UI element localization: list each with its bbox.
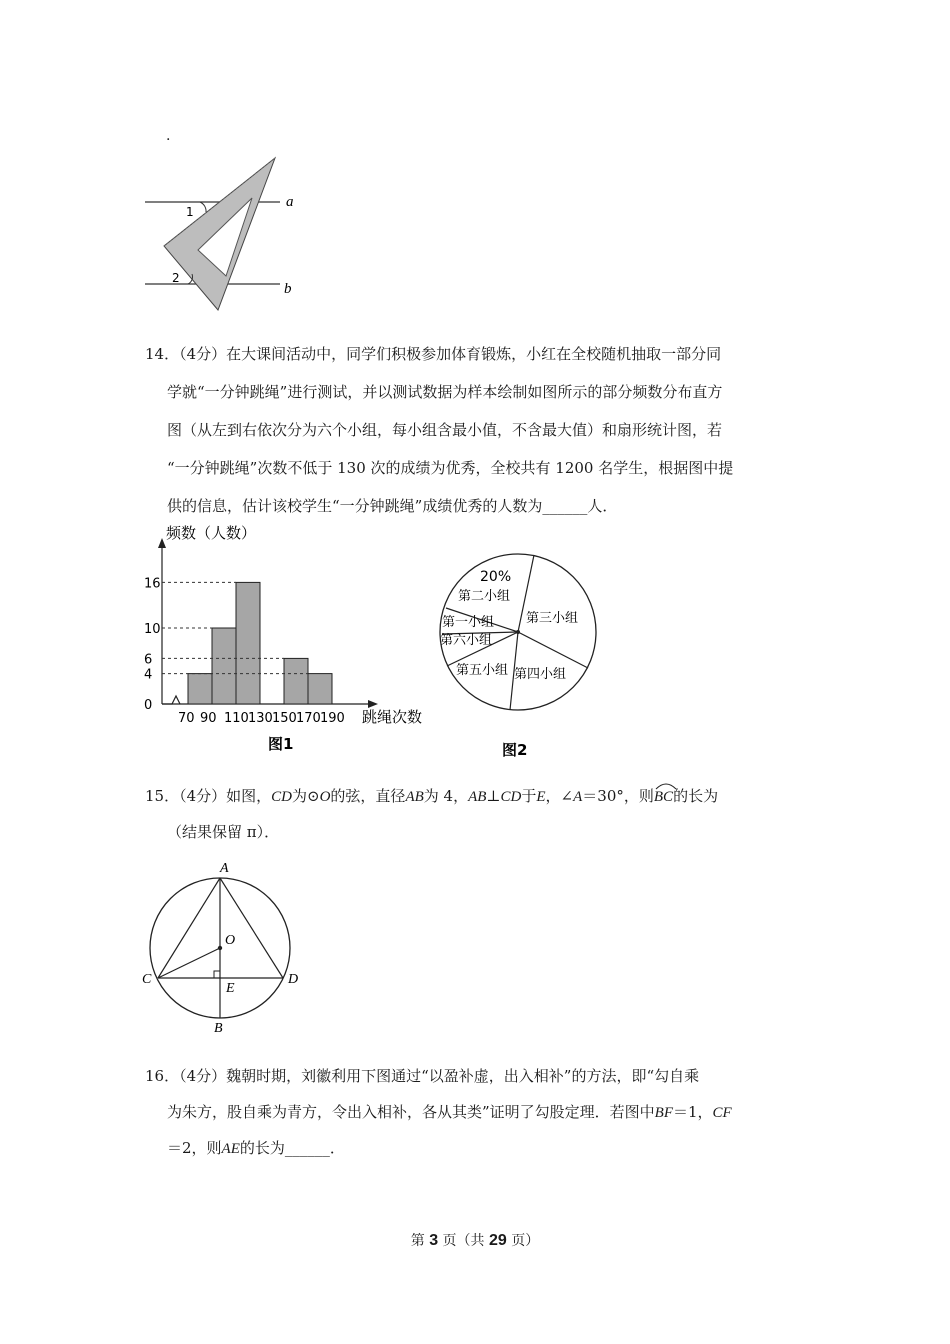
histogram-bar-170-190 (308, 674, 332, 704)
histogram-ylabel: 频数（人数） (166, 524, 257, 542)
x-tick-90: 90 (200, 711, 217, 726)
histogram-title: 图1 (268, 735, 294, 753)
label-c: C (142, 972, 152, 987)
label-a: A (220, 861, 229, 876)
pie-label-group5: 第五小组 (456, 663, 509, 678)
pie-label-group3: 第三小组 (526, 611, 579, 626)
pie-title: 图2 (502, 741, 528, 759)
y-tick-6: 6 (144, 652, 153, 668)
q16-score: （4分） (179, 1067, 227, 1085)
q15-line1: 15．（4分）如图，CD为⊙O的弦，直径AB为 4，AB⊥CD于E，∠A＝30°，则 BC的长为 (145, 786, 718, 807)
x-axis-arrow (368, 700, 378, 708)
x-tick-190: 190 (320, 711, 345, 726)
angle1-arc (200, 202, 206, 212)
axis-break (162, 696, 180, 704)
pie-label-group4: 第四小组 (514, 667, 567, 682)
histogram-bar-110-130 (236, 582, 260, 704)
circle-figure (140, 850, 310, 1036)
q16-line2: 为朱方，股自乘为青方，令出入相补，各从其类”证明了勾股定理．若图中BF＝1，CF (167, 1103, 732, 1121)
q14-score: （4分） (179, 345, 227, 363)
x-tick-110: 110 (224, 711, 249, 726)
histogram-bar-150-170 (284, 658, 308, 704)
q14-line4: “一分钟跳绳”次数不低于 130 次的成绩为优秀，全校共有 1200 名学生，根据图中提 (167, 459, 734, 477)
q16-number: 16． (145, 1067, 180, 1085)
pie-annotation-20pct: 20% (480, 569, 512, 585)
center-o (218, 946, 222, 950)
x-tick-70: 70 (178, 711, 195, 726)
x-tick-170: 170 (296, 711, 321, 726)
y-tick-10: 10 (144, 622, 161, 637)
x-tick-150: 150 (272, 711, 297, 726)
q16-line3: ＝2，则AE的长为______． (167, 1139, 345, 1157)
label-e: E (226, 981, 235, 996)
angle2-label: 2 (172, 271, 180, 285)
arc-bc: BC (654, 787, 673, 807)
pie-center (516, 630, 520, 634)
stray-dot: . (166, 128, 171, 144)
q14-line3: 图（从左到右依次分为六个小组，每小组含最小值，不含最大值）和扇形统计图，若 (167, 421, 723, 439)
label-d: D (288, 972, 299, 987)
right-angle-mark (214, 971, 220, 978)
q14-line1: 14．（4分）在大课间活动中，同学们积极参加体育锻炼，小红在全校随机抽取一部分同 (145, 345, 722, 363)
y-tick-0: 0 (144, 698, 153, 713)
q14-line5: 供的信息，估计该校学生“一分钟跳绳”成绩优秀的人数为______人． (167, 497, 618, 515)
page-number: 3 (429, 1232, 439, 1249)
angle1-label: 1 (186, 205, 194, 219)
y-axis-arrow (158, 538, 166, 548)
q15-score: （4分） (179, 787, 227, 805)
q14-number: 14． (145, 345, 180, 363)
pie-label-group2: 第二小组 (458, 589, 511, 604)
label-o: O (225, 933, 236, 948)
histogram-xlabel: 跳绳次数 (362, 708, 423, 726)
q15-line2: （结果保留 π）． (167, 823, 280, 841)
y-tick-16: 16 (144, 576, 161, 592)
q16-line1: 16．（4分）魏朝时期，刘徽利用下图通过“以盈补虚，出入相补”的方法，即“勾自乘 (145, 1067, 700, 1085)
pie-chart (430, 548, 610, 768)
set-square-figure (140, 150, 310, 315)
histogram-bar-70-90 (188, 674, 212, 704)
segment-ad (220, 878, 283, 978)
line-b-label: b (284, 281, 292, 297)
page-total: 29 (489, 1232, 507, 1249)
pie-label-group1: 第一小组 (442, 615, 495, 630)
histogram-chart (140, 518, 450, 768)
label-b: B (214, 1021, 223, 1036)
histogram-bar-90-110 (212, 628, 236, 704)
pie-label-group6: 第六小组 (440, 633, 493, 648)
page-footer: 第 3 页（共 29 页） (410, 1232, 540, 1249)
q14-line2: 学就“一分钟跳绳”进行测试，并以测试数据为样本绘制如图所示的部分频数分布直方 (167, 383, 723, 401)
x-tick-130: 130 (248, 711, 273, 726)
y-tick-4: 4 (144, 667, 153, 683)
q15-number: 15． (145, 787, 180, 805)
line-a-label: a (286, 194, 294, 210)
